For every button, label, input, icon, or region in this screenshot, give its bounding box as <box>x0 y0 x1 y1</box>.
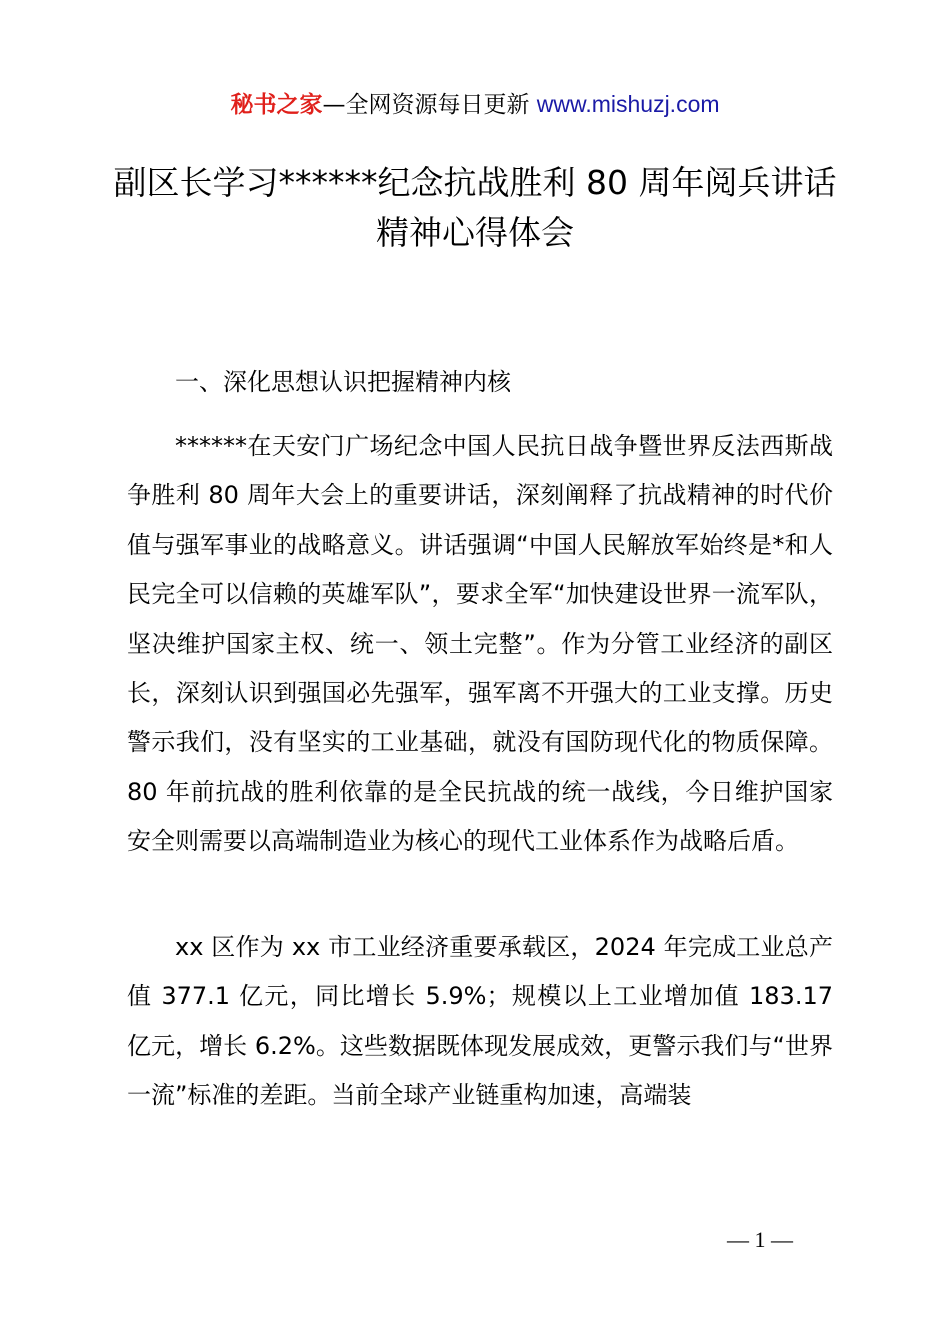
page-number: — 1 — <box>727 1227 793 1252</box>
website-url[interactable]: www.mishuzj.com <box>536 91 720 117</box>
paragraph-2: xx 区作为 xx 市工业经济重要承载区，2024 年完成工业总产值 377.1 亿元，同比增长 5.9%；规模以上工业增加值 183.17 亿元，增长 6.2%。这些数据既体现发展成效，更警示我们与“世界一流”标准的差距。当前全球产业链重构加速，高端装 <box>127 933 833 1110</box>
paragraph-1: ******在天安门广场纪念中国人民抗日战争暨世界反法西斯战争胜利 80 周年大会上的重要讲话，深刻阐释了抗战精神的时代价值与强军事业的战略意义。讲话强调“中国人民解放军始终是*和人民完全可以信赖的英雄军队”，要求全军“加快建设世界一流军队，坚决维护国家主权、统一、领土完整”。作为分管工业经济的副区长，深刻认识到强国必先强军，强军离不开强大的工业支撑。历史警示我们，没有坚实的工业基础，就没有国防现代化的物质保障。80 年前抗战的胜利依靠的是全民抗战的统一战线，今日维护国家安全则需要以高端制造业为核心的现代工业体系作为战略后盾。 <box>127 432 833 856</box>
site-header <box>0 88 950 121</box>
section-heading: 一、深化思想认识把握精神内核 <box>175 368 511 396</box>
document-title: 副区长学习******纪念抗战胜利 80 周年阅兵讲话精神心得体会 <box>113 163 837 252</box>
brand-name: 秘书之家 <box>230 92 323 118</box>
document-body <box>127 358 833 1120</box>
header-tagline: —全网资源每日更新 <box>322 92 537 118</box>
